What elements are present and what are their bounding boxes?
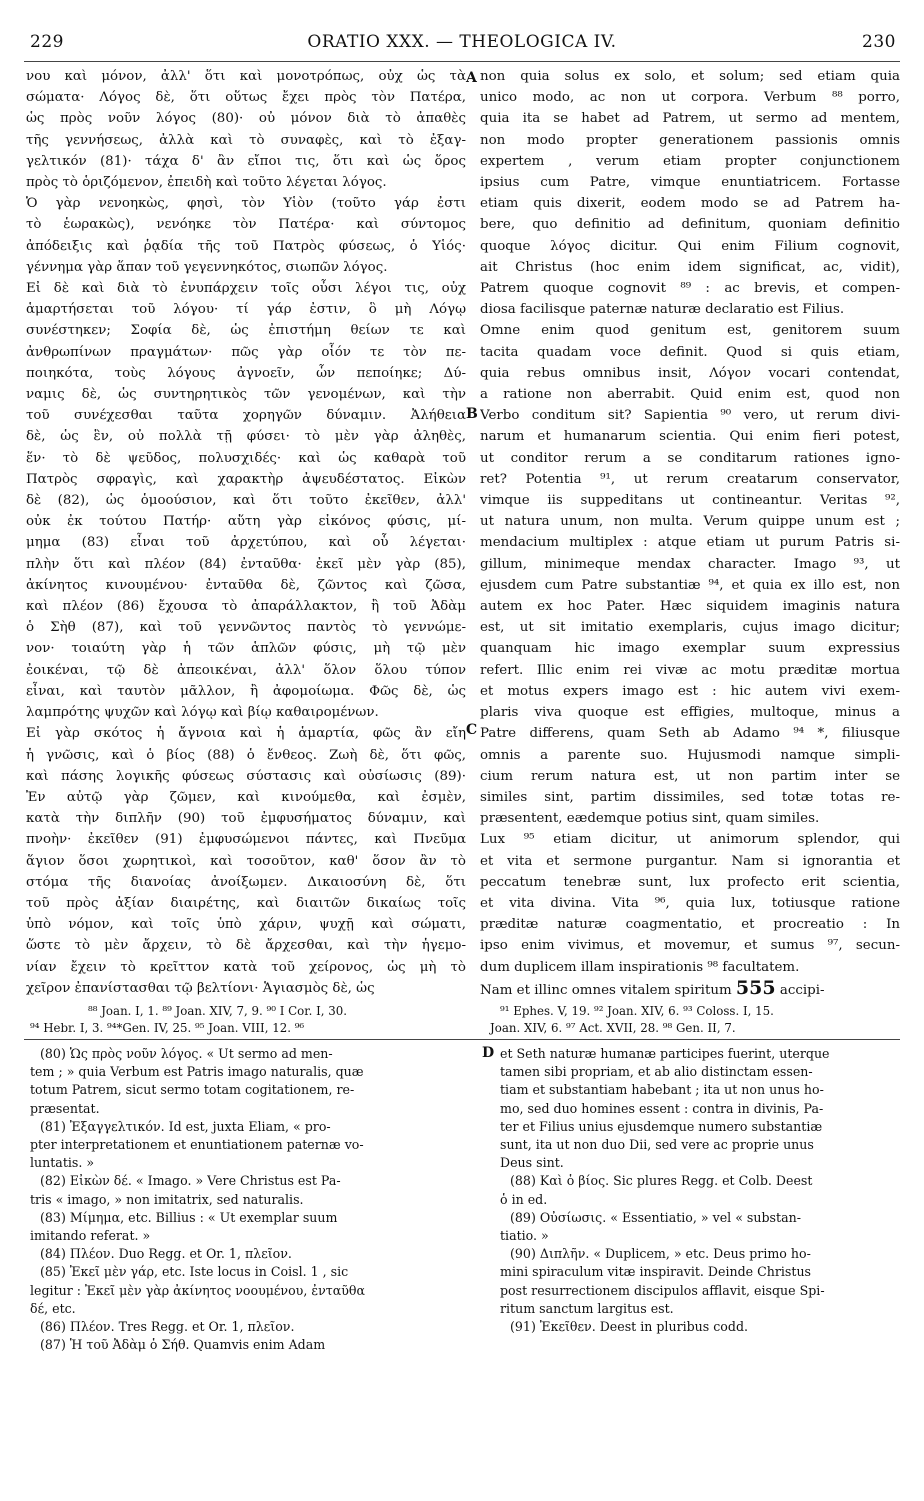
greek-line-line: ὁ Σὴθ (87), καὶ τοῦ γεννῶντος παντὸς τὸ γεννώμε- [26, 620, 466, 636]
latin-line-line: a ratione non aberrabit. Quid enim est, quod non [480, 387, 900, 403]
greek-line-line: καὶ πάσης λογικῆς φύσεως σύστασις καὶ οὐσίωσις (89)· [26, 768, 466, 784]
page-header [24, 32, 900, 58]
greek-line-line: σώματα· Λόγος δὲ, ὅτι οὕτως ἔχει πρὸς τὸν Πατέρα, [26, 90, 466, 106]
latin-line-line: unico modo, ac non ut corpora. Verbum ⁸⁸ porro, [480, 90, 900, 106]
footnote-line: sunt, ita ut non duo Dii, sed vere ac proprie unus [500, 1137, 814, 1153]
footnote-line: tamen sibi propriam, et ab alio distinctam essen- [500, 1064, 813, 1080]
latin-column [480, 66, 900, 1001]
margin-mark-a: A [466, 70, 477, 86]
latin-line-line: similes sint, partim dissimiles, sed totæ totas re- [480, 789, 900, 805]
latin-line-line: et motus expers imago est : hic autem vivi exem- [480, 683, 900, 699]
latin-line-line: ejusdem cum Patre substantiæ ⁹⁴, et quia ex illo est, non [480, 577, 900, 593]
footnote-line: pter interpretationem et enuntiationem paternæ vo- [30, 1137, 364, 1153]
latin-line-line: vimque iis suppeditans ut contineantur. Veritas ⁹², [480, 493, 900, 509]
latin-line-text: Nam et illinc omnes vitalem spiritum [480, 982, 732, 998]
footnote-line: δέ, etc. [30, 1300, 76, 1316]
footnote-line: tem ; » quia Verbum est Patris imago naturalis, quæ [30, 1064, 364, 1080]
migne-column-number: 555 [735, 977, 776, 999]
latin-line-line: quoque λόγος dicitur. Qui enim Filium cognovit, [480, 238, 900, 254]
footnote-line: totum Patrem, sicut sermo totam cogitationem, re- [30, 1082, 355, 1098]
greek-line-line: γέννημα γὰρ ἅπαν τοῦ γεγεννηκότος, σιωπῶν λόγος. [26, 259, 388, 275]
footnote-line: (80) Ὡς πρὸς νοῦν λόγος. « Ut sermo ad men- [40, 1046, 333, 1061]
greek-line-line: Ὁ γὰρ νενοηκὼς, φησὶ, τὸν Υἱὸν (τοῦτο γάρ ἐστι [26, 196, 466, 212]
latin-line-line: Patrem quoque cognovit ⁸⁹ : ac brevis, et compen- [480, 281, 900, 297]
latin-line-line: tacita quadam voce definit. Quod si quis etiam, [480, 344, 900, 360]
margin-mark-b: B [466, 406, 478, 422]
latin-line-line: Lux ⁹⁵ etiam dicitur, ut animorum splendor, qui [480, 832, 900, 848]
greek-line-line: ὡς πρὸς νοῦν λόγος (80)· οὐ μόνον διὰ τὸ ἀπαθὲς [26, 111, 466, 127]
footnote-line: (91) Ἐκεῖθεν. Deest in pluribus codd. [510, 1319, 749, 1335]
latin-line-line: refert. Illic enim rei vivæ ac motu præditæ mortua [480, 662, 900, 678]
greek-line-line: τοῦ πρὸς ἀξίαν διαιρέτης, καὶ διαιτῶν δικαίως τοῖς [26, 895, 466, 911]
latin-line-line: ret? Potentia ⁹¹, ut rerum creatarum conservator, [480, 471, 900, 487]
footnote-line: Deus sint. [500, 1155, 564, 1171]
greek-line-line: εἶναι, καὶ ταυτὸν μᾶλλον, ἢ ἀφομοίωμα. Φῶς δὲ, ὡς [26, 683, 466, 699]
greek-line-line: Πατρὸς σφραγὶς, καὶ χαρακτὴρ ἀψευδέστατος. Εἰκὼν [26, 471, 466, 487]
footnote-line: (90) Διπλῆν. « Duplicem, » etc. Deus primo ho- [510, 1246, 811, 1262]
footnote-line: (83) Μίμημα, etc. Billius : « Ut exemplar suum [40, 1209, 338, 1225]
greek-line-line: πρὸς τὸ ὁριζόμενον, ἐπειδὴ καὶ τοῦτο λέγεται λόγος. [26, 175, 387, 191]
footnote-line: ritum sanctum largitus est. [500, 1300, 674, 1316]
latin-line-line [480, 978, 900, 1001]
greek-line-line: ἀπόδειξις καὶ ῥᾳδία τῆς τοῦ Πατρὸς φύσεως, ὁ Υἱός· [26, 238, 466, 254]
greek-line-line: γελτικόν (81)· τάχα δ' ἂν εἴποι τις, ὅτι καὶ ὡς ὅρος [26, 153, 466, 169]
greek-line-line: κατὰ τὴν διπλῆν (90) τοῦ ἐμφυσήματος δύναμιν, καὶ [26, 811, 466, 827]
latin-line-line: dum duplicem illam inspirationis ⁹⁸ facultatem. [480, 959, 800, 975]
page-number-left: 229 [30, 32, 64, 52]
footnote-line: (89) Οὐσίωσις. « Essentiatio, » vel « substan- [510, 1209, 801, 1225]
latin-line-line: plaris viva quoque est effigies, multoque, minus a [480, 705, 900, 721]
greek-line-line: λαμπρότης ψυχῶν καὶ λόγῳ καὶ βίῳ καθαιρομένων. [26, 705, 379, 721]
latin-line-line: quia rebus omnibus insit, Λόγον vocari contendat, [480, 365, 900, 381]
greek-line-line: στόμα τῆς διανοίας ἀνοίξωμεν. Δικαιοσύνη δὲ, ὅτι [26, 874, 466, 890]
latin-line-line: narum et humanarum scientia. Qui enim fieri potest, [480, 429, 900, 445]
footnote-line: tiam et substantiam habebant ; ita ut non unus ho- [500, 1082, 824, 1098]
latin-line-line: etiam quis dixerit, eodem modo se ad Patrem ha- [480, 196, 900, 212]
greek-line-line: καὶ πλέον (86) ἔχουσα τὸ ἀπαράλλακτον, ἢ τοῦ Ἀδὰμ [26, 599, 466, 615]
margin-mark-c: C [466, 722, 478, 738]
greek-line-line: συνέστηκεν; Σοφία δὲ, ὡς ἐπιστήμη θείων τε καὶ [26, 323, 466, 339]
greek-line-line: δὲ (82), ὡς ὁμοούσιον, καὶ ὅτι τοῦτο ἐκεῖθεν, ἀλλ' [26, 493, 466, 509]
footnote-line: ὁ in ed. [500, 1191, 548, 1207]
latin-line-line: Verbo conditum sit? Sapientia ⁹⁰ vero, ut rerum divi- [480, 408, 900, 424]
footnote-line: (81) Ἐξαγγελτικόν. Id est, juxta Eliam, « pro- [40, 1118, 331, 1134]
footnote-line: legitur : Ἐκεῖ μὲν γὰρ ἀκίνητος νοουμένου, ἐνταῦθα [30, 1282, 365, 1298]
greek-line-line: πνοὴν· ἐκεῖθεν (91) ἐμφυσώμενοι πάντες, καὶ Πνεῦμα [26, 832, 466, 848]
greek-line-line: ἅγιον ὅσοι χωρητικοὶ, καὶ τοσοῦτον, καθ' ὅσον ἂν τὸ [26, 853, 466, 869]
scripture-refs-right-1: ⁹¹ Ephes. V, 19. ⁹² Joan. XIV, 6. ⁹³ Coloss. I, 15. [500, 1004, 774, 1018]
greek-line-line: χεῖρον ἐπανίστασθαι τῷ βελτίονι· Ἁγιασμὸς δὲ, ὡς [26, 980, 375, 996]
footnote-line: (82) Εἰκὼν δέ. « Imago. » Vere Christus est Pa- [40, 1173, 341, 1189]
footnote-line: mo, sed duo homines essent : contra in divinis, Pa- [500, 1100, 824, 1116]
latin-line-line: ipsius cum Patre, vimque enuntiatricem. Fortasse [480, 175, 900, 191]
footnote-line: (86) Πλέον. Tres Regg. et Or. 1, πλεῖον. [40, 1319, 295, 1335]
footnote-line: præsentat. [30, 1100, 100, 1116]
footnote-line: tris « imago, » non imitatrix, sed naturalis. [30, 1191, 304, 1207]
latin-line-line: ait Christus (hoc enim idem significat, ac, vidit), [480, 259, 900, 275]
greek-line-line: δὲ, ὡς ἓν, οὐ πολλὰ τῇ φύσει· τὸ μὲν γὰρ ἀληθὲς, [26, 429, 466, 445]
footnote-line: (88) Καὶ ὁ βίος. Sic plures Regg. et Colb. Deest [510, 1173, 813, 1189]
latin-line-line: Omne enim quod genitum est, genitorem suum [480, 323, 900, 339]
header-rule [24, 61, 900, 62]
latin-line-line: ut natura unum, non multa. Verum quippe unum est ; [480, 514, 900, 530]
scripture-refs-right-2: Joan. XIV, 6. ⁹⁷ Act. XVII, 28. ⁹⁸ Gen. II, 7. [490, 1021, 736, 1035]
latin-line-line: quia ita se habet ad Patrem, ut sermo ad mentem, [480, 111, 900, 127]
latin-line-line: quanquam hic imago exemplar suum expressius [480, 641, 900, 657]
greek-line-line: τῆς γεννήσεως, ἀλλὰ καὶ τὸ συναφὲς, καὶ τὸ ἐξαγ- [26, 132, 466, 148]
greek-line-line: ποιηκότα, τοὺς λόγους ἀγνοεῖν, ὧν πεποίηκε; Δύ- [26, 365, 466, 381]
latin-line-line: bere, quo definitio ad definitum, quoniam definitio [480, 217, 900, 233]
latin-line-line: omnis a parente suo. Hujusmodi namque simpli- [480, 747, 900, 763]
footnote-line: ter et Filius unius ejusdemque numero substantiæ [500, 1118, 823, 1134]
footnote-line: (87) Ἡ τοῦ Ἀδὰμ ὁ Σήθ. Quamvis enim Adam [40, 1337, 326, 1353]
greek-line-line: ἡ γνῶσις, καὶ ὁ βίος (88) ὁ ἔνθεος. Ζωὴ δὲ, ὅτι φῶς, [26, 747, 466, 763]
greek-line-line: ἀκίνητος κινουμένου· ἐνταῦθα δὲ, ζῶντος καὶ ζῶσα, [26, 577, 466, 593]
greek-line-line: νίαν ἔχειν τὸ κρεῖττον κατὰ τοῦ χείρονος, ὡς μὴ τὸ [26, 959, 466, 975]
greek-line-line: ἀνθρωπίνων πραγμάτων· πῶς γὰρ οἷόν τε τὸν πε- [26, 344, 466, 360]
footnote-line: mini spiraculum vitæ inspiravit. Deinde Christus [500, 1264, 812, 1280]
greek-line-line: τὸ ἑωρακὼς), νενόηκε τὸν Πατέρα· καὶ σύντομος [26, 217, 466, 233]
greek-line-line: νου καὶ μόνον, ἀλλ' ὅτι καὶ μονοτρόπως, οὐχ ὡς τὰ [26, 69, 466, 84]
page-number-right: 230 [862, 32, 896, 52]
footnote-line: et Seth naturæ humanæ participes fuerint, uterque [500, 1046, 830, 1061]
scripture-refs-left-2: ⁹⁴ Hebr. I, 3. ⁹⁴*Gen. IV, 25. ⁹⁵ Joan. VIII, 12. ⁹⁶ [30, 1021, 305, 1035]
footnote-rule [24, 1039, 900, 1040]
margin-mark-d: D [482, 1045, 495, 1061]
latin-line-line: et vita et sermone purgantur. Nam si ignorantia et [480, 853, 900, 869]
greek-column [26, 66, 466, 999]
latin-line-line: ut conditor rerum a se conditarum rationes igno- [480, 450, 900, 466]
greek-line-line: ἁμαρτήσεται τοῦ λόγου· τί γάρ ἐστιν, ὃ μὴ Λόγῳ [26, 302, 466, 318]
footnote-line: (85) Ἐκεῖ μὲν γάρ, etc. Iste locus in Coisl. 1 , sic [40, 1264, 349, 1280]
footnotes-right [500, 1045, 900, 1336]
latin-line-line: expertem , verum etiam propter conjunctionem [480, 153, 900, 169]
greek-line-line: οὐκ ἐκ τούτου Πατήρ· αὕτη γὰρ εἰκόνος φύσις, μί- [26, 514, 466, 530]
greek-line-line: Εἰ γὰρ σκότος ἡ ἄγνοια καὶ ἡ ἁμαρτία, φῶς ἂν εἴη [26, 726, 466, 742]
latin-line-line: ipso enim vivimus, et movemur, et sumus ⁹⁷, secun- [480, 938, 900, 954]
greek-line-line: ἐοικέναι, τῷ δὲ ἀπεοικέναι, ἀλλ' ὅλον ὅλου τύπον [26, 662, 466, 678]
latin-line-line: peccatum tenebræ sunt, lux profecto erit scientia, [480, 874, 900, 890]
greek-line-line: ἕν· τὸ δὲ ψεῦδος, πολυσχιδές· καὶ ὡς καθαρὰ τοῦ [26, 450, 466, 466]
latin-line-line: et vita divina. Vita ⁹⁶, quia lux, totiusque ratione [480, 895, 900, 911]
greek-line-line: Εἰ δὲ καὶ διὰ τὸ ἐνυπάρχειν τοῖς οὖσι λέγοι τις, οὐχ [26, 281, 466, 297]
greek-line-line: ὥστε τὸ μὲν ἄρχειν, τὸ δὲ ἄρχεσθαι, καὶ τὴν ἡγεμο- [26, 938, 466, 954]
latin-line-line: mendacium multiplex : atque etiam ut purum Patris si- [480, 535, 900, 551]
footnote-line: post resurrectionem discipulos afflavit, eisque Spi- [500, 1282, 825, 1298]
greek-line-line: ὑπὸ νόμον, καὶ τοῖς ὑπὸ χάριν, ψυχῇ καὶ σώματι, [26, 917, 466, 933]
latin-line-line: Patre differens, quam Seth ab Adamo ⁹⁴ *, filiusque [480, 726, 900, 742]
latin-line-line: præditæ naturæ coagmentatio, et procreatio : In [480, 917, 900, 933]
latin-line-tail: accipi- [779, 982, 825, 998]
footnotes-left [30, 1045, 452, 1354]
running-title: ORATIO XXX. — THEOLOGICA IV. [307, 32, 617, 52]
greek-line-line: Ἐν αὐτῷ γὰρ ζῶμεν, καὶ κινούμεθα, καὶ ἐσμὲν, [26, 789, 466, 805]
greek-line-line: νον· τοιαύτη γὰρ ἡ τῶν ἁπλῶν φύσις, μὴ τῷ μὲν [26, 641, 466, 657]
greek-line-line: μημα (83) εἶναι τοῦ ἀρχετύπου, καὶ οὗ λέγεται· [26, 535, 466, 551]
latin-line-line: est, ut sit imitatio exemplaris, cujus imago dicitur; [480, 620, 900, 636]
greek-line-line: ναμις δὲ, ὡς συντηρητικὸς τῶν γενομένων, καὶ τὴν [26, 387, 466, 403]
latin-line-line: cium rerum natura est, ut non partim inter se [480, 768, 900, 784]
greek-line-line: τοῦ συνέχεσθαι ταῦτα χορηγῶν δύναμιν. Ἀλήθεια [26, 408, 466, 424]
latin-line-line: autem ex hoc Pater. Hæc siquidem imaginis natura [480, 599, 900, 615]
footnote-line: (84) Πλέον. Duo Regg. et Or. 1, πλεῖον. [40, 1246, 292, 1262]
latin-line-line: non quia solus ex solo, et solum; sed etiam quia [480, 69, 900, 84]
latin-line-line: præsentent, eædemque potius sint, quam similes. [480, 811, 820, 827]
footnote-line: tiatio. » [500, 1228, 549, 1244]
footnote-line: luntatis. » [30, 1155, 95, 1171]
greek-line-line: πλὴν ὅτι καὶ πλέον (84) ἐνταῦθα· ἐκεῖ μὲν γὰρ (85), [26, 556, 466, 572]
latin-line-line: gillum, minimeque mendax character. Imago ⁹³, ut [480, 556, 900, 572]
scripture-refs-left-1: ⁸⁸ Joan. I, 1. ⁸⁹ Joan. XIV, 7, 9. ⁹⁰ I Cor. I, 30. [88, 1004, 348, 1018]
latin-line-line: diosa facilisque paternæ naturæ declaratio est Filius. [480, 302, 845, 318]
footnote-line: imitando referat. » [30, 1228, 151, 1244]
latin-line-line: non modo propter generationem passionis omnis [480, 132, 900, 148]
